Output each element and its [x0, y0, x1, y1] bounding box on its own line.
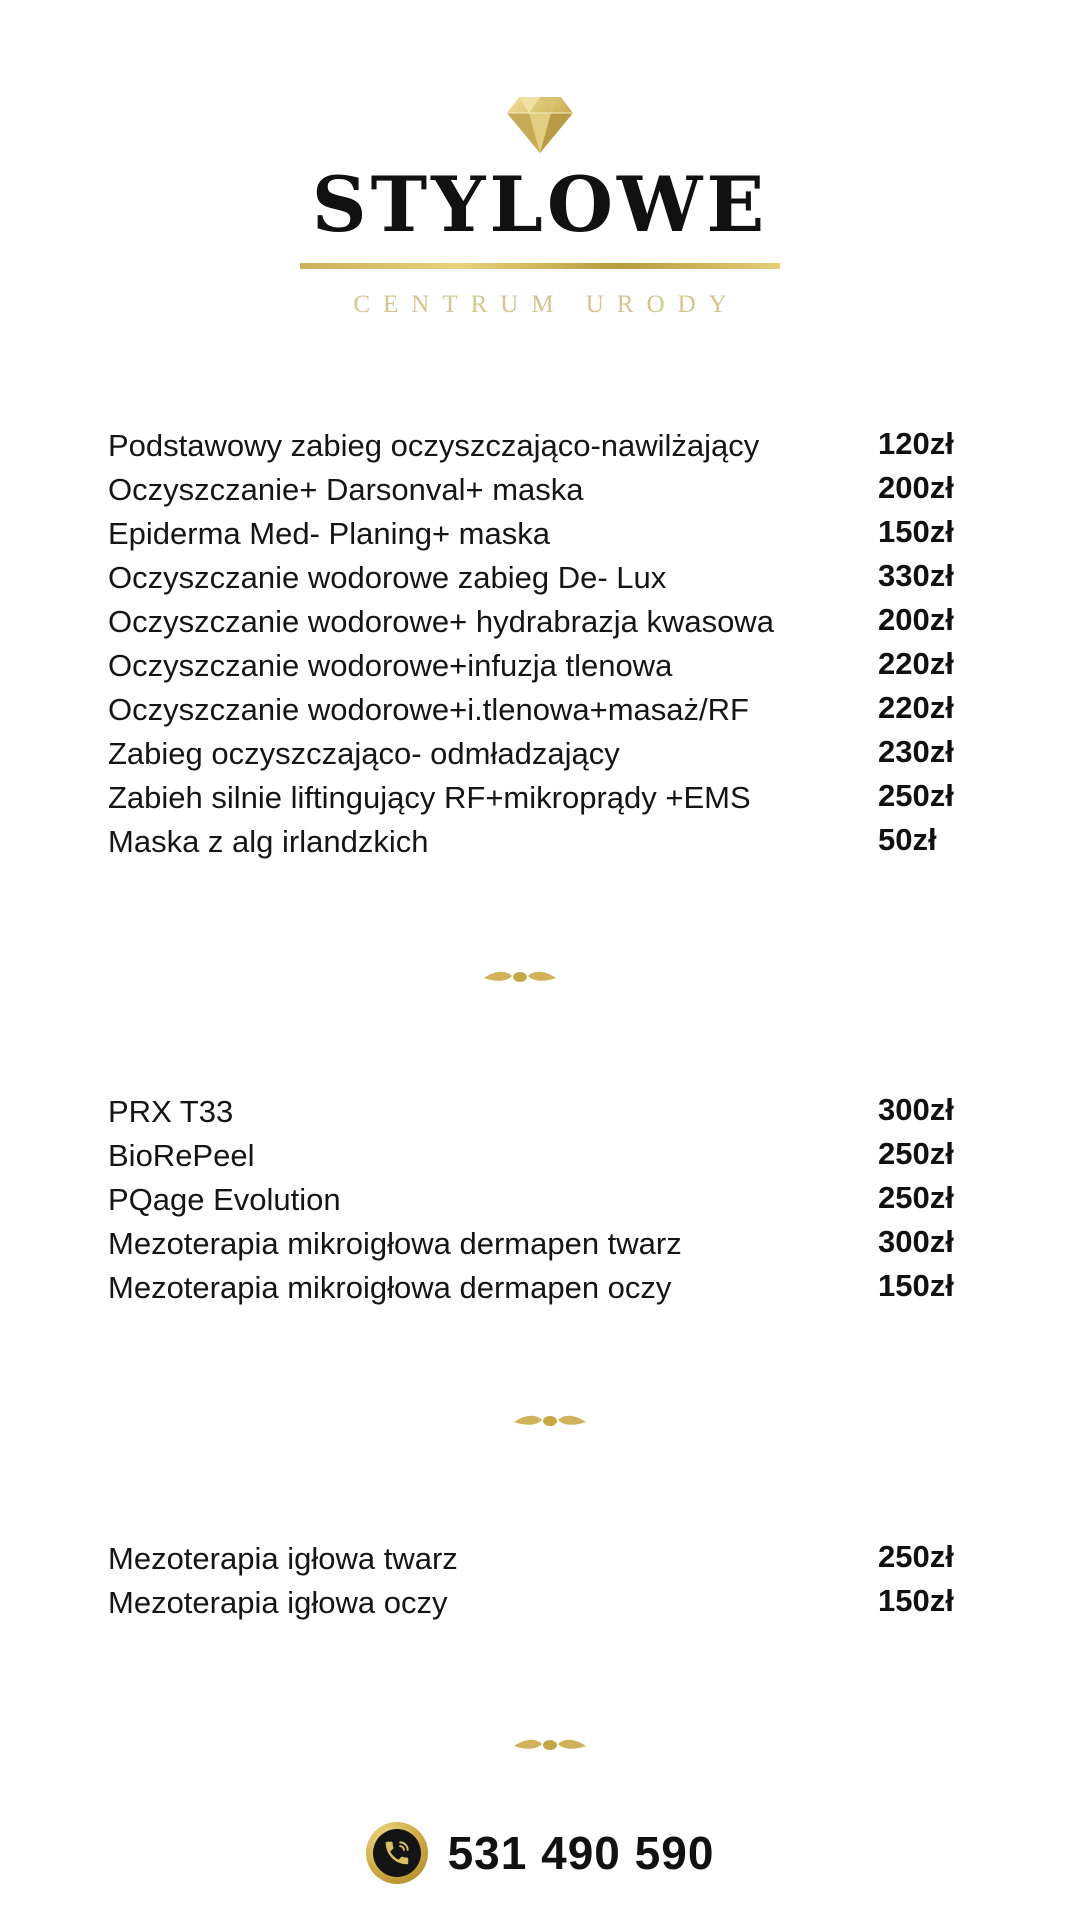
service-price: 200zł: [878, 470, 954, 505]
service-price: 200zł: [878, 602, 954, 637]
price-row: [108, 1178, 968, 1222]
service-price: 300zł: [878, 1224, 954, 1259]
phone-number[interactable]: 531 490 590: [447, 1827, 715, 1879]
service-name: Zabieh silnie liftingujący RF+mikroprądy +EMS: [108, 780, 751, 815]
service-name: Oczyszczanie wodorowe+i.tlenowa+masaż/RF: [108, 692, 749, 727]
service-name: Podstawowy zabieg oczyszczająco-nawilżający: [108, 428, 760, 463]
price-row: [108, 600, 968, 644]
service-name: Mezoterapia mikroigłowa dermapen twarz: [108, 1226, 682, 1261]
service-price: 150zł: [878, 1583, 954, 1618]
price-row: [108, 556, 968, 600]
service-price: 250zł: [878, 1539, 954, 1574]
ornament-divider: [0, 1410, 1080, 1434]
service-name: Oczyszczanie wodorowe+infuzja tlenowa: [108, 648, 673, 683]
price-row: [108, 1090, 968, 1134]
price-row: [108, 688, 968, 732]
service-name: Oczyszczanie wodorowe zabieg De- Lux: [108, 560, 667, 595]
price-row: [108, 468, 968, 512]
service-price: 150zł: [878, 514, 954, 549]
service-name: Oczyszczanie+ Darsonval+ maska: [108, 472, 584, 507]
service-name: Maska z alg irlandzkich: [108, 824, 429, 859]
service-name: PQage Evolution: [108, 1182, 341, 1217]
service-price: 300zł: [878, 1092, 954, 1127]
service-name: PRX T33: [108, 1094, 234, 1129]
ornament-divider: [0, 966, 1080, 990]
brand-underline: [300, 263, 780, 269]
price-row: [108, 1222, 968, 1266]
price-list-section-1: [108, 424, 968, 864]
price-row: [108, 644, 968, 688]
price-list-section-2: [108, 1090, 968, 1310]
brand-name: STYLOWE: [311, 160, 769, 249]
service-name: Mezoterapia igłowa oczy: [108, 1585, 448, 1620]
price-row: [108, 1266, 968, 1310]
service-price: 50zł: [878, 822, 937, 857]
service-name: Zabieg oczyszczająco- odmładzający: [108, 736, 620, 771]
service-price: 150zł: [878, 1268, 954, 1303]
service-price: 250zł: [878, 778, 954, 813]
price-row: [108, 1134, 968, 1178]
service-price: 120zł: [878, 426, 954, 461]
service-name: Oczyszczanie wodorowe+ hydrabrazja kwasowa: [108, 604, 774, 639]
price-row: [108, 776, 968, 820]
price-row: [108, 512, 968, 556]
price-row: [108, 424, 968, 468]
brand-logo: [0, 95, 1080, 319]
price-row: [108, 1537, 968, 1581]
price-row: [108, 820, 968, 864]
service-price: 220zł: [878, 690, 954, 725]
price-row: [108, 1581, 968, 1625]
service-name: BioRePeel: [108, 1138, 255, 1173]
ornament-divider: [0, 1734, 1080, 1758]
service-name: Mezoterapia igłowa twarz: [108, 1541, 458, 1576]
price-list-section-3: [108, 1537, 968, 1625]
phone-icon: [366, 1822, 428, 1884]
phone-contact[interactable]: [0, 1822, 1080, 1884]
service-price: 330zł: [878, 558, 954, 593]
service-price: 230zł: [878, 734, 954, 769]
diamond-icon: [505, 95, 575, 155]
service-price: 220zł: [878, 646, 954, 681]
service-price: 250zł: [878, 1180, 954, 1215]
brand-subtitle: CENTRUM URODY: [353, 291, 740, 318]
price-row: [108, 732, 968, 776]
service-price: 250zł: [878, 1136, 954, 1171]
service-name: Mezoterapia mikroigłowa dermapen oczy: [108, 1270, 672, 1305]
service-name: Epiderma Med- Planing+ maska: [108, 516, 550, 551]
